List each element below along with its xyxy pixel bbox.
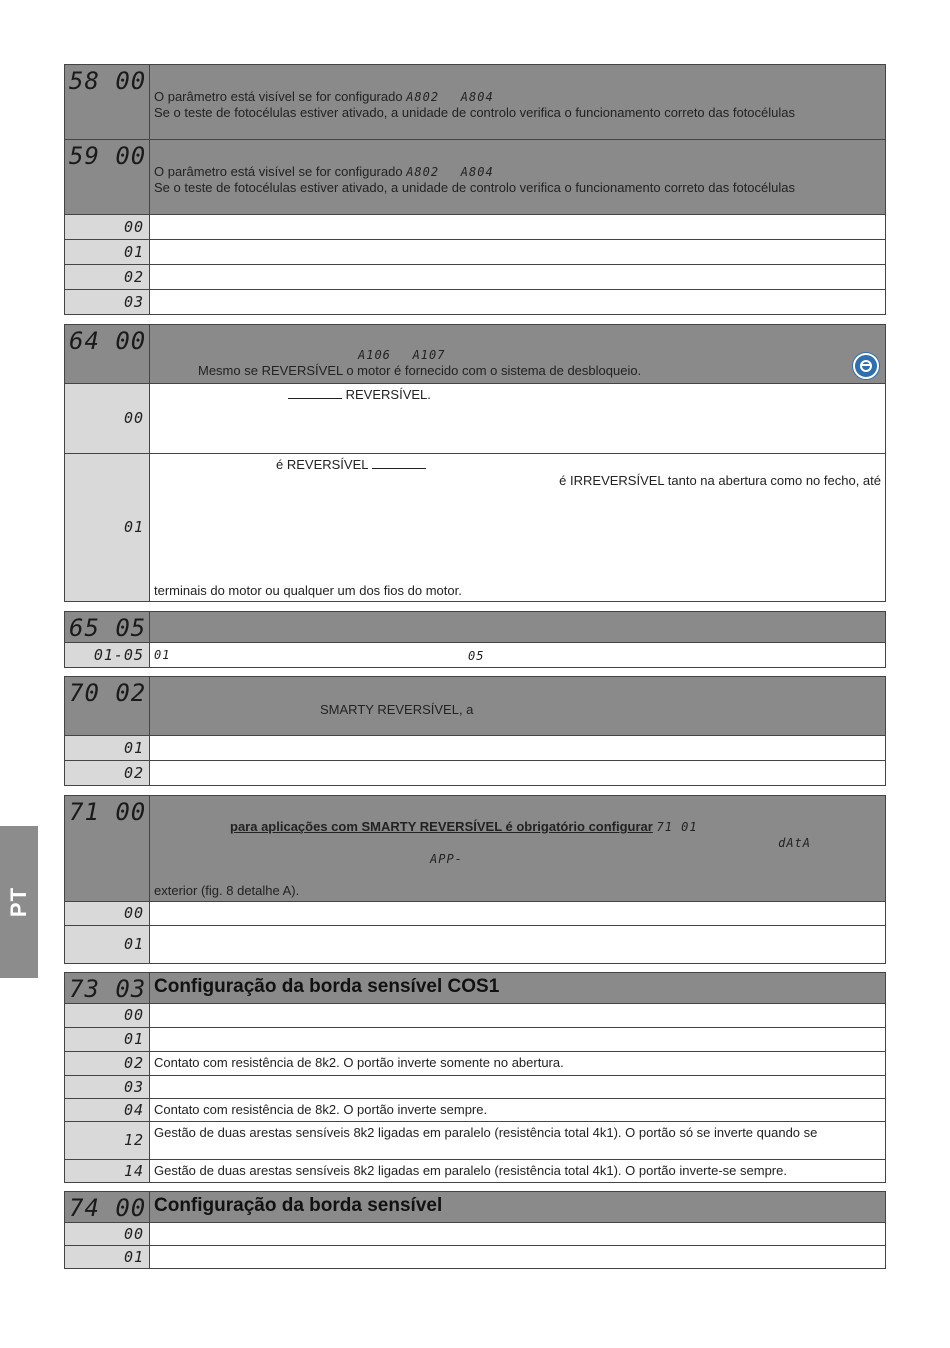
option-code: 01: [123, 738, 144, 757]
code-a802: A802: [406, 165, 440, 179]
option-code: 01: [123, 1030, 144, 1048]
option-text: Gestão de duas arestas sensíveis 8k2 ligadas em paralelo (resistência total 4k1). O portão inverte-se sempre.: [154, 1163, 787, 1178]
option-code: 02: [123, 763, 144, 782]
param-71-last-line: exterior (fig. 8 detalhe A).: [154, 883, 300, 898]
param-code: 73 03: [69, 975, 147, 1003]
code-a804: A804: [460, 165, 494, 179]
option-code: 03: [123, 292, 144, 311]
param-code: 64 00: [69, 327, 147, 355]
option-code: 00: [123, 409, 144, 427]
code-7101: 71 01: [656, 820, 698, 834]
blank-line: [372, 457, 426, 469]
option-text-a: é REVERSÍVEL: [276, 457, 369, 472]
param-58-line2: Se o teste de fotocélulas estiver ativado, a unidade de controlo verifica o funcionamento correto das fotocélulas: [154, 105, 795, 120]
option-code: 02: [123, 267, 144, 286]
option-code: 14: [123, 1161, 144, 1180]
option-text: Gestão de duas arestas sensíveis 8k2 ligadas em paralelo (resistência total 4k1). O portão só se inverte quando se: [154, 1125, 818, 1140]
option-code: 00: [123, 904, 144, 922]
code-a107: A107: [412, 348, 446, 362]
option-code: 12: [123, 1131, 144, 1149]
option-code: 01: [123, 242, 144, 261]
param-73-table: [64, 972, 886, 1183]
option-code: 01-05: [93, 645, 144, 664]
code-a106: A106: [358, 348, 391, 362]
param-73-title: Configuração da borda sensível COS1: [154, 976, 500, 997]
param-70-line: SMARTY REVERSÍVEL, a: [320, 702, 474, 717]
blank-line: [288, 387, 342, 399]
language-tab: [0, 826, 38, 978]
param-code: 74 00: [69, 1194, 147, 1222]
param-59-line1: O parâmetro está visível se for configurado: [154, 164, 403, 179]
code-05: 05: [468, 649, 485, 663]
option-code: 00: [123, 1224, 144, 1243]
option-text: [150, 1004, 885, 1007]
param-65-table: [64, 611, 886, 668]
option-text: [150, 1076, 885, 1079]
param-code: 71 00: [69, 798, 147, 826]
param-64-table: [64, 324, 886, 602]
code-a802: A802: [406, 90, 440, 104]
option-code: 01: [123, 1247, 144, 1266]
option-text-b: é IRREVERSÍVEL tanto na abertura como no fecho, até: [559, 473, 881, 488]
param-64-line2: Mesmo se REVERSÍVEL o motor é fornecido com o sistema de desbloqueio.: [198, 363, 642, 378]
unlock-icon: [853, 353, 879, 379]
param-74-title: Configuração da borda sensível: [154, 1195, 443, 1216]
param-code: 59 00: [69, 142, 147, 170]
param-58-line1: O parâmetro está visível se for configurado: [154, 89, 403, 104]
option-code: 01: [123, 518, 144, 536]
option-code: 00: [123, 1006, 144, 1024]
code-a804: A804: [460, 90, 494, 104]
option-code: 04: [123, 1100, 144, 1119]
option-code: 01: [123, 935, 144, 953]
param-71-bold-line: para aplicações com SMARTY REVERSÍVEL é obrigatório configurar: [230, 819, 653, 834]
option-text: [150, 1028, 885, 1031]
option-text: Contato com resistência de 8k2. O portão inverte somente no abertura.: [154, 1055, 564, 1070]
code-01: 01: [154, 648, 171, 662]
param-70-table: [64, 676, 886, 786]
code-app: APP-: [430, 852, 463, 866]
option-code: 02: [123, 1054, 144, 1072]
param-code: 70 02: [69, 679, 147, 707]
param-74-table: [64, 1191, 886, 1269]
param-59-line2: Se o teste de fotocélulas estiver ativado, a unidade de controlo verifica o funcionamento correto das fotocélulas: [154, 180, 795, 195]
code-data: dAtA: [778, 836, 811, 850]
param-code: 65 05: [69, 614, 147, 642]
option-code: 00: [123, 217, 144, 236]
option-text: Contato com resistência de 8k2. O portão inverte sempre.: [154, 1102, 488, 1117]
param-59-table: [64, 139, 886, 315]
option-code: 03: [123, 1077, 144, 1096]
param-58-table: [64, 64, 886, 140]
option-text-c: terminais do motor ou qualquer um dos fios do motor.: [154, 583, 462, 598]
language-tab-label: PT: [6, 886, 31, 918]
param-code: 58 00: [69, 67, 147, 95]
param-71-table: [64, 795, 886, 964]
option-text: REVERSÍVEL.: [345, 387, 431, 402]
